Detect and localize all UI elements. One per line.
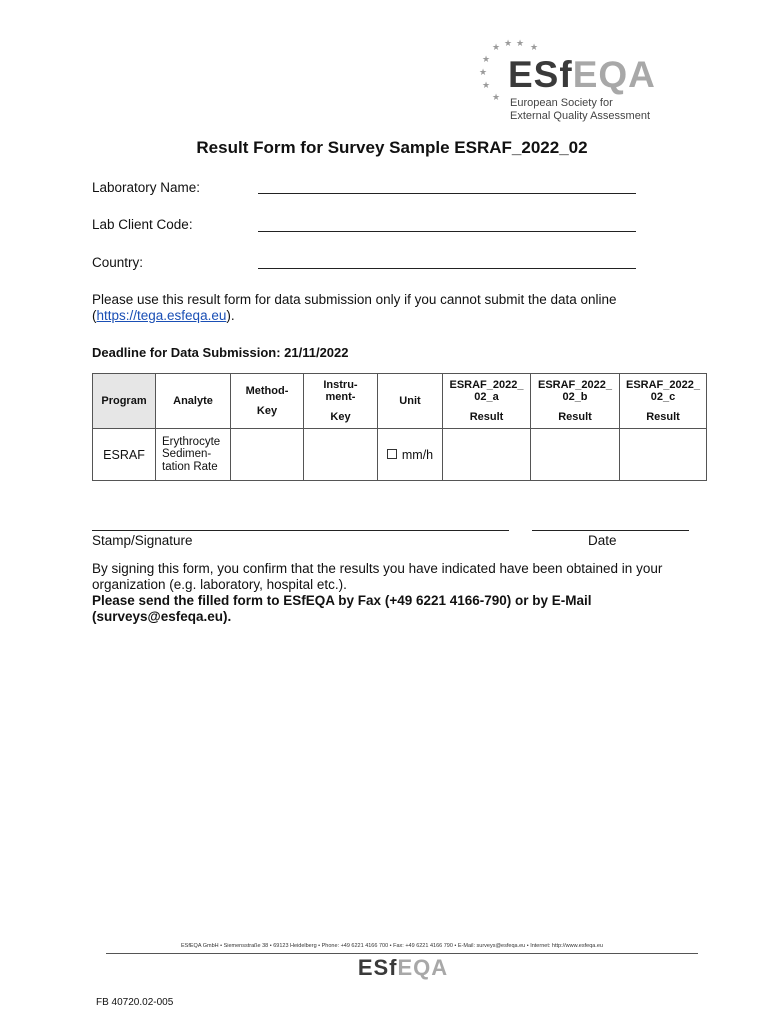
lab-client-code-field[interactable] [258,231,636,232]
date-label: Date [588,533,617,548]
svg-text:★: ★ [504,39,513,49]
date-line[interactable] [532,530,689,531]
intro-text: Please use this result form for data submission only if you cannot submit the data online (https://tega.esfeqa.eu). [92,292,617,323]
tega-link[interactable]: https://tega.esfeqa.eu [96,308,227,323]
lab-client-code-label: Lab Client Code: [92,217,193,232]
cell-result-a[interactable] [443,429,531,481]
logo-tagline: European Society for External Quality Assessment [510,97,651,122]
send-instructions: Please send the filled form to ESfEQA by Fax (+49 6221 4166-790) or by E-Mail (surveys@esfeqa.eu). [92,593,592,624]
svg-text:★: ★ [482,55,491,65]
table-header-row [93,374,707,429]
unit-label: mm/h [401,447,434,462]
svg-text:★: ★ [492,43,501,53]
stamp-signature-line[interactable] [92,530,509,531]
lab-name-label: Laboratory Name: [92,180,201,195]
cell-unit [378,429,443,481]
cell-result-c[interactable] [620,429,707,481]
header-unit: Unit [378,374,443,429]
svg-text:★: ★ [530,43,539,53]
footer-divider [106,953,698,954]
unit-checkbox[interactable] [387,449,397,459]
country-label: Country: [92,255,144,270]
lab-name-field[interactable] [258,193,636,194]
svg-text:★: ★ [492,93,501,103]
confirmation-text: By signing this form, you confirm that the results you have indicated have been obtained in your organization (e.g. laboratory, hospital etc.). [92,561,663,592]
cell-analyte: Erythrocyte Sedimen- tation Rate [156,429,231,481]
footer-contact-info: ESfEQA GmbH • Siemensstraße 38 • 69123 Heidelberg • Phone: +49 6221 4166 700 • Fax: +49 6221 4166 790 • E-Mail: surveys@esfeqa.eu • Internet: http://www.esfeqa.eu [181,943,603,949]
table-row [93,429,707,481]
svg-text:★: ★ [479,68,488,78]
logo-wordmark: ESfEQA [508,54,656,95]
page-title: Result Form for Survey Sample ESRAF_2022_02 [196,138,588,157]
document-code: FB 40720.02-005 [96,997,174,1008]
svg-text:★: ★ [482,81,491,91]
cell-result-b[interactable] [531,429,620,481]
cell-method-key[interactable] [231,429,304,481]
header-result-a: ESRAF_2022_ 02_a Result [443,374,531,429]
header-instrument-key: Instru- ment- Key [304,374,378,429]
header-result-b: ESRAF_2022_ 02_b Result [531,374,620,429]
footer-logo: ESfEQA [357,955,449,980]
country-field[interactable] [258,268,636,269]
stamp-signature-label: Stamp/Signature [92,533,193,548]
svg-text:★: ★ [516,39,525,49]
cell-program: ESRAF [93,429,156,481]
header-method-key: Method- Key [231,374,304,429]
esfeqa-logo [478,34,678,126]
result-table [92,373,707,481]
cell-instrument-key[interactable] [304,429,378,481]
header-program: Program [93,374,156,429]
deadline-text: Deadline for Data Submission: 21/11/2022 [92,345,349,360]
header-result-c: ESRAF_2022_ 02_c Result [620,374,707,429]
header-analyte: Analyte [156,374,231,429]
